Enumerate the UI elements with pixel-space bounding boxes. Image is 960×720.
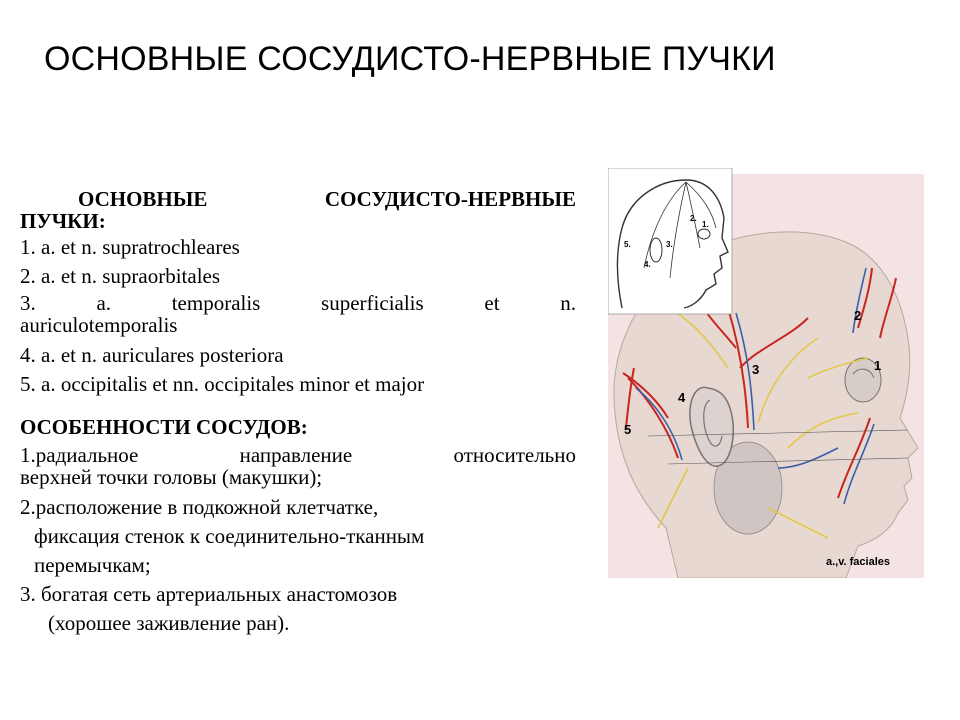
bundle-item-5: 5. a. occipitalis et nn. occipitales minor et major <box>20 372 425 396</box>
inset-marker-1: 1. <box>702 220 709 229</box>
feature-item-1: 1.радиальное направление относительно <box>20 443 576 467</box>
feature-item-2-cont2: перемычкам; <box>34 553 151 577</box>
feature-item-2: 2.расположение в подкожной клетчатке, <box>20 495 379 519</box>
feature-item-3: 3. богатая сеть артериальных анастомозов <box>20 582 398 606</box>
inset-marker-3: 3. <box>666 240 673 249</box>
feature-item-2-cont: фиксация стенок к соединительно-тканным <box>34 524 425 548</box>
inset-marker-2: 2. <box>690 214 697 223</box>
marker-3: 3 <box>752 362 760 377</box>
marker-2: 2 <box>854 308 862 323</box>
bundle-item-2: 2. a. et n. supraorbitales <box>20 264 221 288</box>
bundle-item-4: 4. a. et n. auriculares posteriora <box>20 343 284 367</box>
inset-marker-4: 4. <box>644 260 651 269</box>
inset-marker-5: 5. <box>624 240 631 249</box>
marker-4: 4 <box>678 390 686 405</box>
text-block <box>20 188 576 639</box>
features-heading: ОСОБЕННОСТИ СОСУДОВ: <box>20 415 308 439</box>
marker-5: 5 <box>624 422 632 437</box>
feature-item-1-cont: верхней точки головы (макушки); <box>20 465 323 489</box>
spacer <box>20 400 576 414</box>
slide-title: ОСНОВНЫЕ СОСУДИСТО-НЕРВНЫЕ ПУЧКИ <box>44 40 776 78</box>
bundle-item-3: 3. a. temporalis superficialis et n. <box>20 291 576 315</box>
bundles-heading-cont: ПУЧКИ: <box>20 209 106 233</box>
bundles-heading: ОСНОВНЫЕ СОСУДИСТО-НЕРВНЫЕ <box>78 187 576 211</box>
bundle-item-1: 1. a. et n. supratrochleares <box>20 235 240 259</box>
facial-vessels-label: a.,v. faciales <box>826 556 891 568</box>
feature-item-3-cont: (хорошее заживление ран). <box>48 611 290 635</box>
bundle-item-3-cont: auriculotemporalis <box>20 313 178 337</box>
anatomy-illustration <box>608 168 924 578</box>
marker-1: 1 <box>874 358 882 373</box>
head-vessels-drawing <box>608 168 924 578</box>
